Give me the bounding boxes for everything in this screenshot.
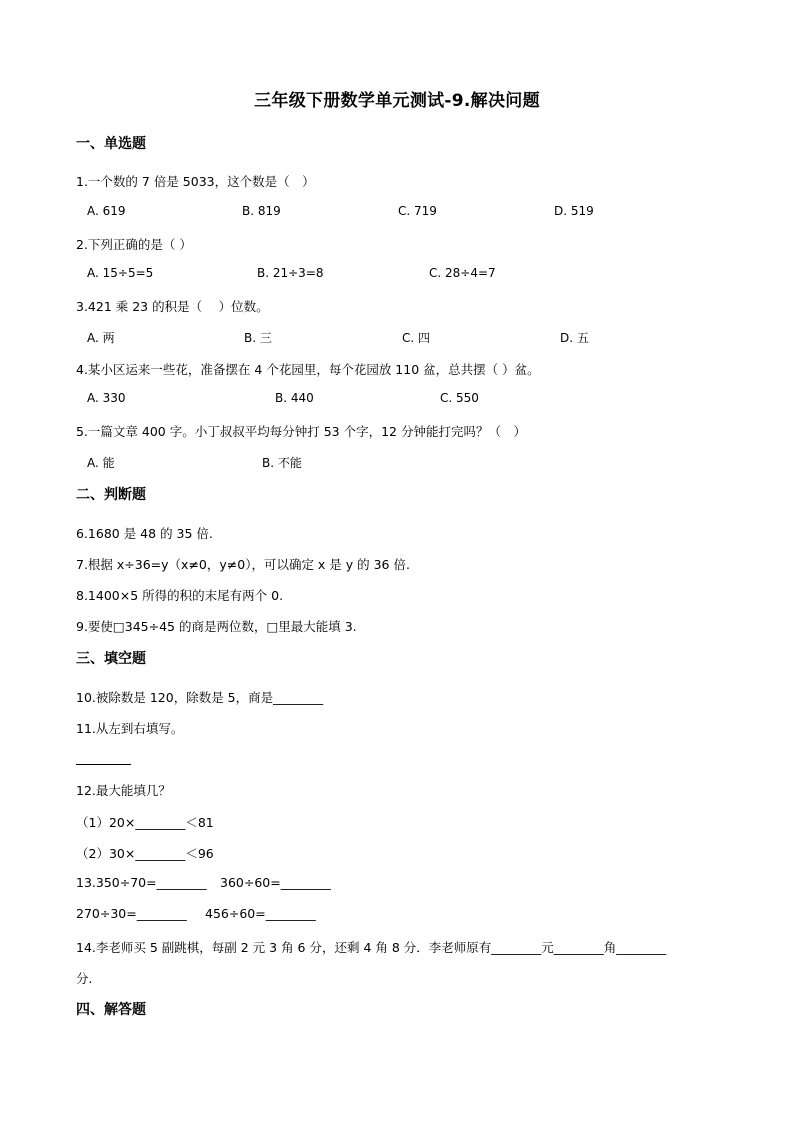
question-4: 4.某小区运来一些花，准备摆在 4 个花园里，每个花园放 110 盆，总共摆（ ）盆。 [76,362,540,377]
question-12-part-1: （1）20×________＜81 [76,815,214,830]
question-9: 9.要使□345÷45 的商是两位数，□里最大能填 3. [76,619,357,634]
question-7: 7.根据 x÷36=y（x≠0，y≠0），可以确定 x 是 y 的 36 倍. [76,557,410,572]
question-13-b: 360÷60=________ [220,875,331,890]
option-a[interactable]: A. 619 [87,204,126,218]
option-c[interactable]: C. 550 [440,391,479,405]
option-b[interactable]: B. 440 [275,391,314,405]
question-2: 2.下列正确的是（ ） [76,237,192,252]
section-heading-solve: 四、解答题 [76,1002,146,1018]
option-b[interactable]: B. 三 [244,331,272,345]
question-13-a: 13.350÷70=________ [76,875,207,890]
question-14-line-2: 分. [76,971,93,986]
option-b[interactable]: B. 不能 [262,456,302,470]
option-c[interactable]: C. 四 [402,331,431,345]
question-12: 12.最大能填几？ [76,783,171,798]
question-12-part-2: （2）30×________＜96 [76,846,214,861]
option-d[interactable]: D. 519 [554,204,594,218]
question-5: 5.一篇文章 400 字。小丁叔叔平均每分钟打 53 个字，12 分钟能打完吗？（ ） [76,424,526,439]
question-3-options [87,329,707,345]
option-c[interactable]: C. 719 [398,204,437,218]
question-1: 1.一个数的 7 倍是 5033，这个数是（ ） [76,174,315,189]
option-a[interactable]: A. 15÷5=5 [87,266,154,280]
question-10: 10.被除数是 120，除数是 5，商是________ [76,690,324,705]
question-13-d: 456÷60=________ [205,906,316,921]
question-13-c: 270÷30=________ [76,906,187,921]
option-a[interactable]: A. 330 [87,391,126,405]
option-b[interactable]: B. 819 [242,204,281,218]
option-a[interactable]: A. 能 [87,456,115,470]
option-c[interactable]: C. 28÷4=7 [429,266,496,280]
option-d[interactable]: D. 五 [560,331,589,345]
page-title: 三年级下册数学单元测试-9.解决问题 [254,91,540,111]
question-2-options [87,266,707,282]
answer-blank-line[interactable] [76,764,131,765]
question-1-options [87,204,707,220]
section-heading-true-false: 二、判断题 [76,487,146,503]
section-heading-fill-blank: 三、填空题 [76,651,146,667]
question-5-options [87,454,707,470]
question-3: 3.421 乘 23 的积是（ ）位数。 [76,299,269,314]
question-8: 8.1400×5 所得的积的末尾有两个 0. [76,588,284,603]
option-b[interactable]: B. 21÷3=8 [257,266,324,280]
option-a[interactable]: A. 两 [87,331,115,345]
question-11: 11.从左到右填写。 [76,721,184,736]
section-heading-single-choice: 一、单选题 [76,136,146,152]
question-14-line-1: 14.李老师买 5 副跳棋，每副 2 元 3 角 6 分，还剩 4 角 8 分．李老师原有________元________角________ [76,940,667,955]
question-4-options [87,391,707,407]
question-6: 6.1680 是 48 的 35 倍. [76,526,213,541]
